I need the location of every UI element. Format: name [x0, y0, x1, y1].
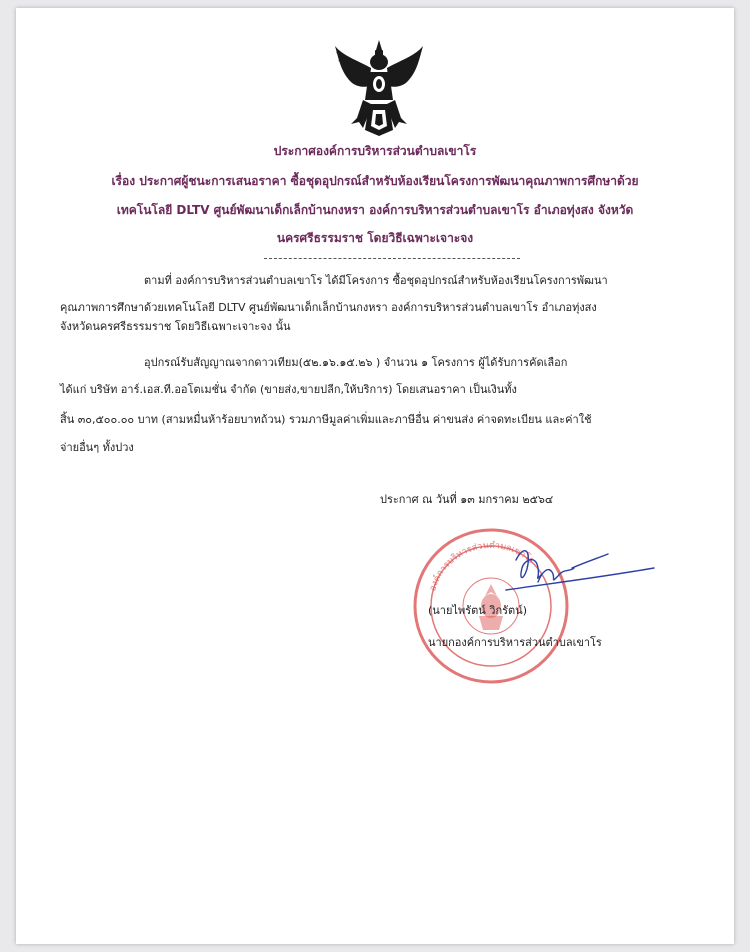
signer-name: (นายไพรัตน์ วิกรัตน์)	[428, 604, 527, 617]
signer-position: นายกองค์การบริหารส่วนตำบลเขาโร	[428, 636, 602, 649]
document-page	[16, 8, 734, 944]
announcement-title: ประกาศองค์การบริหารส่วนตำบลเขาโร	[273, 144, 477, 158]
garuda-emblem-icon	[333, 38, 425, 138]
body-line-6: สิ้น ๓๐,๕๐๐.๐๐ บาท (สามหมื่นห้าร้อยบาทถ้วน) รวมภาษีมูลค่าเพิ่มและภาษีอื่น ค่าขนส่ง ค่าจดทะเบียน และค่าใช้	[60, 413, 592, 426]
subject-line-1: เรื่อง ประกาศผู้ชนะการเสนอราคา ซื้อชุดอุปกรณ์สำหรับห้องเรียนโครงการพัฒนาคุณภาพการศึกษาด้วย	[111, 174, 639, 188]
stamp-text: องค์การบริหารส่วนตำบลเขาโร	[428, 540, 536, 593]
divider-line	[264, 258, 520, 259]
body-line-4: อุปกรณ์รับสัญญาณจากดาวเทียม(๕๒.๑๖.๑๕.๒๖ ) จำนวน ๑ โครงการ ผู้ได้รับการคัดเลือก	[144, 356, 568, 369]
announcement-date: ประกาศ ณ วันที่ ๑๓ มกราคม ๒๕๖๔	[380, 493, 554, 506]
body-line-2: คุณภาพการศึกษาด้วยเทคโนโลยี DLTV ศูนย์พัฒนาเด็กเล็กบ้านกงหรา องค์การบริหารส่วนตำบลเขาโร อำเภอทุ่งสง	[60, 301, 597, 314]
body-line-7: จ่ายอื่นๆ ทั้งปวง	[60, 441, 134, 454]
subject-line-3: นครศรีธรรมราช โดยวิธีเฉพาะเจาะจง	[276, 231, 474, 245]
body-line-1: ตามที่ องค์การบริหารส่วนตำบลเขาโร ได้มีโครงการ ซื้อชุดอุปกรณ์สำหรับห้องเรียนโครงการพัฒนา	[144, 274, 608, 287]
body-line-5: ได้แก่ บริษัท อาร์.เอส.ที.ออโตเมชั่น จำกัด (ขายส่ง,ขายปลีก,ให้บริการ) โดยเสนอราคา เป็นเงินทั้ง	[60, 383, 517, 396]
handwritten-signature	[486, 538, 656, 608]
subject-line-2: เทคโนโลยี DLTV ศูนย์พัฒนาเด็กเล็กบ้านกงหรา องค์การบริหารส่วนตำบลเขาโร อำเภอทุ่งสง จังหวัด	[116, 203, 634, 217]
body-line-3: จังหวัดนครศรีธรรมราช โดยวิธีเฉพาะเจาะจง นั้น	[60, 320, 291, 333]
